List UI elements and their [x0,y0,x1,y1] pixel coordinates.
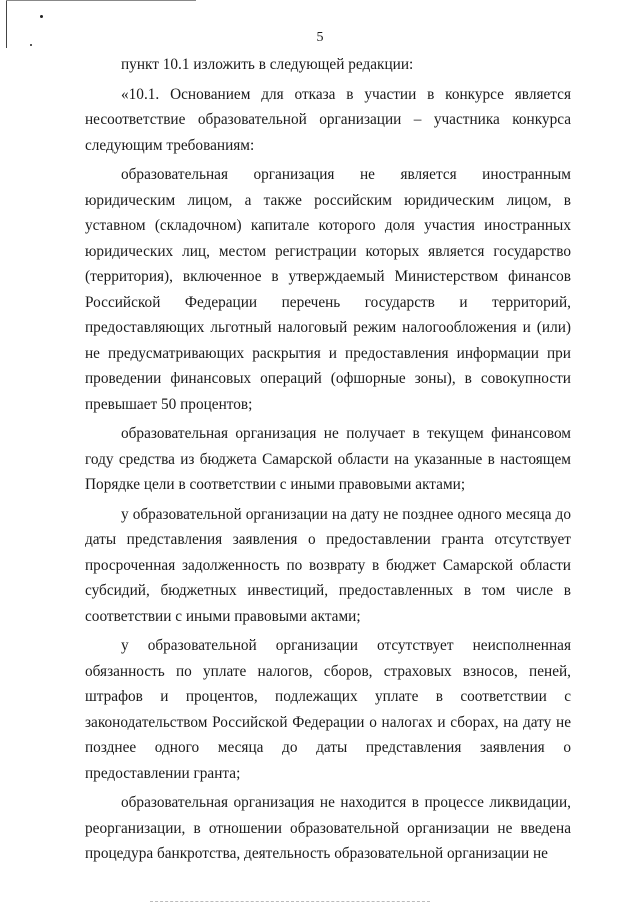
paragraph-intro: пункт 10.1 изложить в следующей редакции: [121,56,414,73]
paragraph-requirement-debt: у образовательной организации на дату не позднее одного месяца до даты представления заявления о предоставлении гранта отсутствует просроченная задолженность по возврату в бюджет Самарской области субсидий, бюджетных инвестиций, предоставленных в том числе в соответствии с иными правовыми актами; [85,505,571,625]
paragraph-clause-10-1: «10.1. Основанием для отказа в участии в конкурсе является несоответствие образовательной организации – участника конкурса следующим требованиям: [85,85,571,154]
paragraph-requirement-liquidation: образовательная организация не находится в процессе ликвидации, реорганизации, в отношении образовательной организации не введена процедура банкротства, деятельность образовательной организации не [85,794,571,862]
page-number: 5 [316,30,324,45]
scan-top-edge [6,0,196,1]
scan-bottom-edge [150,901,430,903]
paragraph-requirement-taxes: у образовательной организации отсутствует неисполненная обязанность по уплате налогов, сборов, страховых взносов, пеней, штрафов и процентов, подлежащих уплате в соответствии с законодательством Российской Федерации о налогах и сборах, на дату не позднее одного месяца до даты представления заявления о предоставлении гранта; [85,637,571,782]
document-body [85,52,571,871]
paragraph-requirement-foreign: образовательная организация не является иностранным юридическим лицом, а также российским юридическим лицом, в уставном (складочном) капитале которого доля участия иностранных юридических лиц, местом регистрации которых является государство (территория), включенное в утверждаемый Министерством финансов Российской Федерации перечень государств и территорий, предоставляющих льготный налоговый режим налогообложения и (или) не предусматривающих раскрытия и предоставления информации при проведении финансовых операций (офшорные зоны), в совокупности превышает 50 процентов; [85,166,571,413]
paragraph-requirement-budget: образовательная организация не получает в текущем финансовом году средства из бюджета Самарской области на указанные в настоящем Порядке цели в соответствии с иными правовыми актами; [85,425,571,493]
scan-dot [40,15,43,18]
